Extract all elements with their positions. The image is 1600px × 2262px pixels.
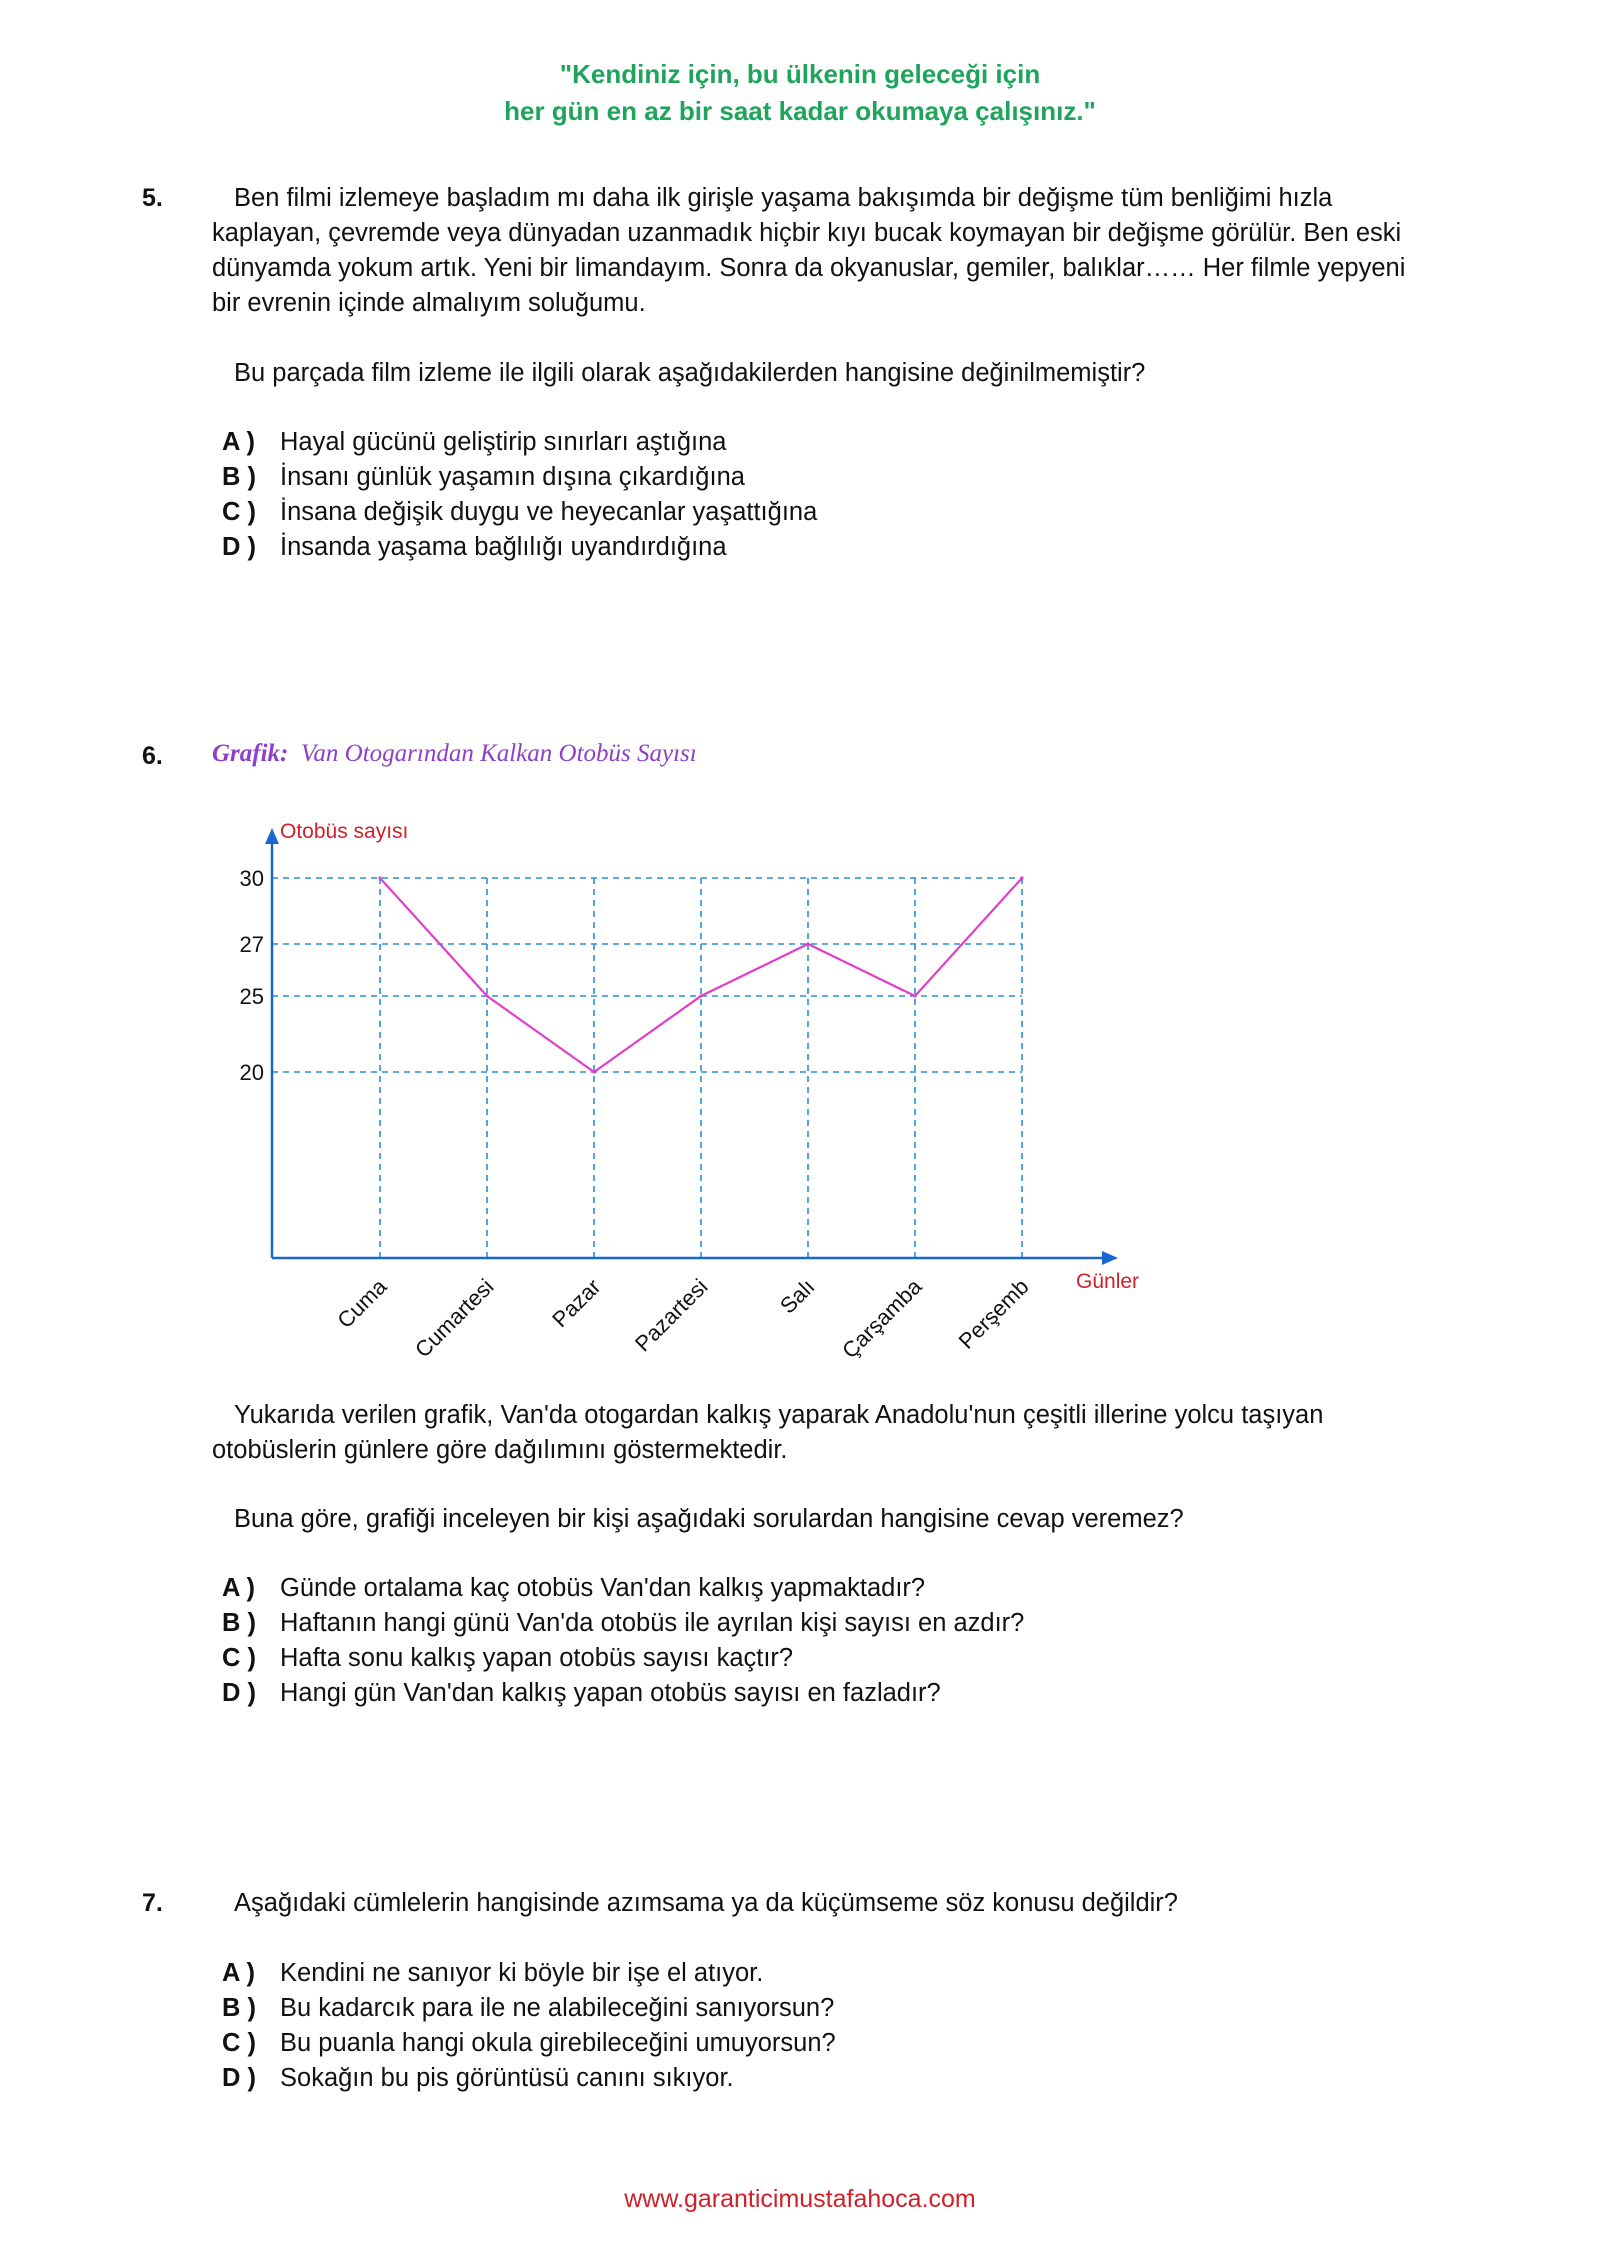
motto-line-2: her gün en az bir saat kadar okumaya çalışınız." <box>504 96 1096 126</box>
data-point <box>913 994 916 997</box>
option-label: A ) <box>222 1959 256 1987</box>
option-text: Hayal gücünü geliştirip sınırları aştığına <box>280 428 727 456</box>
data-point <box>378 876 381 879</box>
option-label: C ) <box>222 2029 256 2057</box>
question-7-number: 7. <box>142 1889 163 1917</box>
axis-layer <box>265 828 1118 1265</box>
option-text: Hangi gün Van'dan kalkış yapan otobüs sayısı en fazladır? <box>280 1679 941 1707</box>
question-5-number: 5. <box>142 184 163 212</box>
question-6-number: 6. <box>142 742 163 770</box>
option-c[interactable] <box>222 495 817 530</box>
option-text: Kendini ne sanıyor ki böyle bir işe el atıyor. <box>280 1959 764 1987</box>
data-point <box>806 942 809 945</box>
y-axis-title: Otobüs sayısı <box>280 820 409 843</box>
question-6-prompt: Buna göre, grafiği inceleyen bir kişi aşağıdaki sorulardan hangisine cevap veremez? <box>234 1505 1184 1533</box>
y-tick-label: 25 <box>239 984 264 1009</box>
motto-line-1: "Kendiniz için, bu ülkenin geleceği için <box>559 59 1041 89</box>
question-5-options <box>222 425 817 565</box>
option-c[interactable] <box>222 2026 836 2061</box>
option-label: A ) <box>222 1574 256 1602</box>
option-text: Günde ortalama kaç otobüs Van'dan kalkış yapmaktadır? <box>280 1574 926 1602</box>
y-tick-label: 20 <box>239 1060 264 1085</box>
option-label: A ) <box>222 428 256 456</box>
option-text: İnsanda yaşama bağlılığı uyandırdığına <box>280 533 727 561</box>
question-5-prompt: Bu parçada film izleme ile ilgili olarak aşağıdakilerden hangisine değinilmemiştir? <box>234 359 1146 387</box>
chart-title: Van Otogarından Kalkan Otobüs Sayısı <box>300 740 697 767</box>
option-text: Hafta sonu kalkış yapan otobüs sayısı kaçtır? <box>280 1644 794 1672</box>
x-tick-label: Perşemb <box>953 1273 1034 1354</box>
y-tick-label: 30 <box>239 866 264 891</box>
option-c[interactable] <box>222 1641 1024 1676</box>
question-5-passage: Ben filmi izlemeye başladım mı daha ilk girişle yaşama bakışımda bir değişme tüm benliğimi hızla kaplayan, çevremde veya dünyadan uzanmadık hiçbir kıyı bucak koymayan bir değişme görülür. Ben eski dünyamda yokum artık. Yeni bir limandayım. Sonra da okyanuslar, gemiler, balıklar…… Her filmle yepyeni bir evrenin içinde almalıyım soluğumu. <box>212 184 1406 317</box>
motto-header <box>0 56 1600 130</box>
x-tick-label: Pazar <box>547 1273 606 1333</box>
data-point <box>1020 876 1023 879</box>
option-text: İnsanı günlük yaşamın dışına çıkardığına <box>280 463 745 491</box>
option-b[interactable] <box>222 1606 1024 1641</box>
option-b[interactable] <box>222 1991 836 2026</box>
x-tick-label: Pazartesi <box>630 1273 713 1357</box>
x-tick-label: Salı <box>775 1273 820 1319</box>
option-label: C ) <box>222 498 256 526</box>
option-text: İnsana değişik duygu ve heyecanlar yaşattığına <box>280 498 818 526</box>
series-line <box>380 878 1022 1072</box>
option-label: D ) <box>222 533 256 561</box>
option-b[interactable] <box>222 460 817 495</box>
x-axis-arrow <box>1102 1251 1118 1265</box>
option-label: D ) <box>222 1679 256 1707</box>
option-label: B ) <box>222 463 256 491</box>
x-tick-label: Çarşamba <box>837 1273 927 1364</box>
question-7-prompt: Aşağıdaki cümlelerin hangisinde azımsama ya da küçümseme söz konusu değildir? <box>234 1889 1178 1917</box>
question-6-passage: Yukarıda verilen grafik, Van'da otogardan kalkış yaparak Anadolu'nun çeşitli illerine yolcu taşıyan otobüslerin günlere göre dağılımını göstermektedir. <box>212 1401 1324 1464</box>
question-7-options <box>222 1956 836 2096</box>
option-text: Haftanın hangi günü Van'da otobüs ile ayrılan kişi sayısı en azdır? <box>280 1609 1025 1637</box>
option-d[interactable] <box>222 1676 1024 1711</box>
data-point <box>592 1070 595 1073</box>
option-label: B ) <box>222 1994 256 2022</box>
x-tick-label: Cumartesi <box>409 1273 499 1363</box>
series-layer <box>378 876 1023 1073</box>
option-label: B ) <box>222 1609 256 1637</box>
grid-layer <box>272 878 1022 1258</box>
option-a[interactable] <box>222 425 817 460</box>
option-text: Bu puanla hangi okula girebileceğini umuyorsun? <box>280 2029 836 2057</box>
x-axis-title: Günler <box>1076 1270 1140 1293</box>
chart-heading: Grafik: <box>212 740 289 767</box>
option-d[interactable] <box>222 530 817 565</box>
option-label: C ) <box>222 1644 256 1672</box>
chart-caption <box>212 740 697 768</box>
question-6-options <box>222 1571 1024 1711</box>
option-a[interactable] <box>222 1571 1024 1606</box>
label-layer <box>240 820 1140 1363</box>
option-a[interactable] <box>222 1956 836 1991</box>
option-d[interactable] <box>222 2061 836 2096</box>
website-link[interactable]: www.garanticimustafahoca.com <box>624 2185 976 2213</box>
y-axis-arrow <box>265 828 279 844</box>
data-point <box>485 994 488 997</box>
y-tick-label: 27 <box>239 932 264 957</box>
x-tick-label: Cuma <box>332 1273 392 1334</box>
data-point <box>699 994 702 997</box>
option-text: Sokağın bu pis görüntüsü canını sıkıyor. <box>280 2064 734 2092</box>
option-text: Bu kadarcık para ile ne alabileceğini sanıyorsun? <box>280 1994 835 2022</box>
option-label: D ) <box>222 2064 256 2092</box>
